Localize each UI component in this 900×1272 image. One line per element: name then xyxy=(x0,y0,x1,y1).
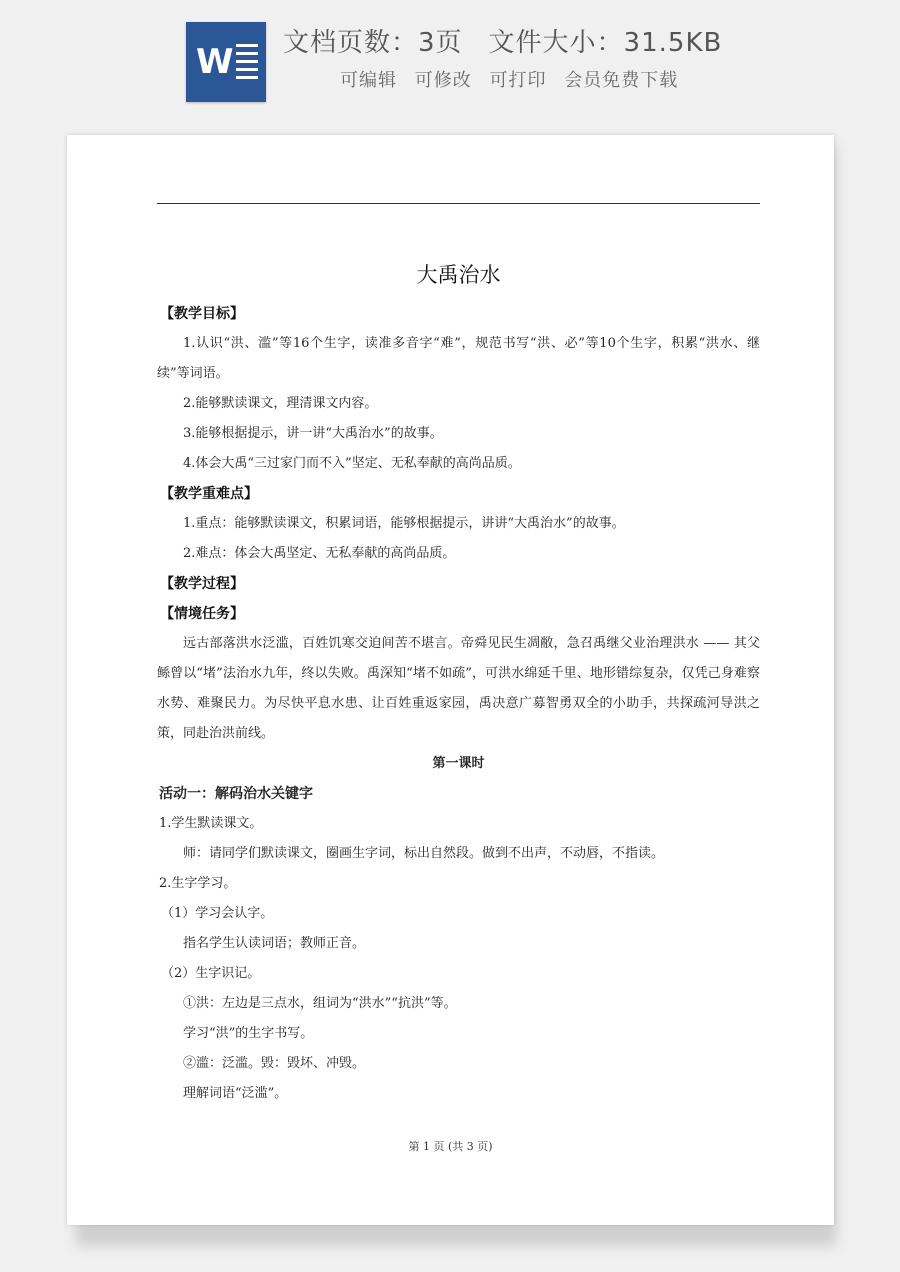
word-icon-lines xyxy=(236,44,258,84)
char-item: ②滥：泛滥。毁：毁坏、冲毁。 xyxy=(183,1056,366,1071)
step-detail: 指名学生认读词语；教师正音。 xyxy=(183,936,366,951)
section-heading-goals: 【教学目标】 xyxy=(160,306,244,322)
char-detail: 理解词语“泛滥”。 xyxy=(183,1086,288,1101)
feature-printable: 可打印 xyxy=(489,70,547,91)
keypoint-item: 1.重点：能够默读课文，积累词语，能够根据提示，讲讲“大禹治水”的故事。 xyxy=(183,516,625,531)
activity-heading: 活动一：解码治水关键字 xyxy=(159,786,313,802)
keypoint-item: 2.难点：体会大禹坚定、无私奉献的高尚品质。 xyxy=(183,546,456,561)
document-title: 大禹治水 xyxy=(416,263,501,287)
feature-modifiable: 可修改 xyxy=(414,70,472,91)
page-count: 文档页数：3页 xyxy=(283,28,463,58)
step-item: 2.生字学习。 xyxy=(159,876,237,891)
section-heading-keypoints: 【教学重难点】 xyxy=(160,486,258,502)
goal-item: 4.体会大禹“三过家门而不入”坚定、无私奉献的高尚品质。 xyxy=(183,456,521,471)
document-page xyxy=(67,135,834,1225)
header-rule xyxy=(157,203,760,204)
word-icon-letter: W xyxy=(196,42,234,82)
word-icon xyxy=(186,22,266,102)
feature-editable: 可编辑 xyxy=(340,70,397,91)
page-content xyxy=(157,253,760,1109)
substep-item: （2）生字识记。 xyxy=(161,966,261,981)
step-item: 1.学生默读课文。 xyxy=(159,816,263,831)
lesson-heading: 第一课时 xyxy=(432,756,485,771)
goal-item: 1.认识“洪、滥”等16个生字，读准多音字“难”，规范书写“洪、必”等10个生字，积累“洪水、继续”等词语。 xyxy=(157,336,760,381)
goal-item: 2.能够默读课文，理清课文内容。 xyxy=(183,396,378,411)
situation-paragraph: 远古部落洪水泛滥，百姓饥寒交迫间苦不堪言。帝舜见民生凋敝，急召禹继父业治理洪水 —— 其父鲧曾以“堵”法治水九年，终以失败。禹深知“堵不如疏”，可洪水绵延千里、地形错综复杂，仅凭己身难察水势、难聚民力。为尽快平息水患、让百姓重返家园，禹决意广募智勇双全的小助手，共探疏河导洪之策，同赴治洪前线。 xyxy=(157,636,760,741)
file-meta xyxy=(283,22,722,59)
feature-member-download[interactable]: 会员免费下载 xyxy=(564,70,679,91)
step-detail: 师：请同学们默读课文，圈画生字词，标出自然段。做到不出声，不动唇，不指读。 xyxy=(183,846,665,861)
goal-item: 3.能够根据提示，讲一讲“大禹治水”的故事。 xyxy=(183,426,443,441)
feature-list xyxy=(340,66,689,92)
char-item: ①洪：左边是三点水，组词为“洪水”“抗洪”等。 xyxy=(183,996,457,1011)
page-footer: 第 1 页 (共 3 页) xyxy=(408,1140,493,1153)
file-size: 文件大小：31.5KB xyxy=(488,28,723,58)
download-banner xyxy=(0,0,900,130)
char-detail: 学习“洪”的生字书写。 xyxy=(183,1026,314,1041)
section-heading-process: 【教学过程】 xyxy=(160,576,244,592)
substep-item: （1）学习会认字。 xyxy=(161,906,274,921)
section-heading-situation: 【情境任务】 xyxy=(160,606,244,622)
